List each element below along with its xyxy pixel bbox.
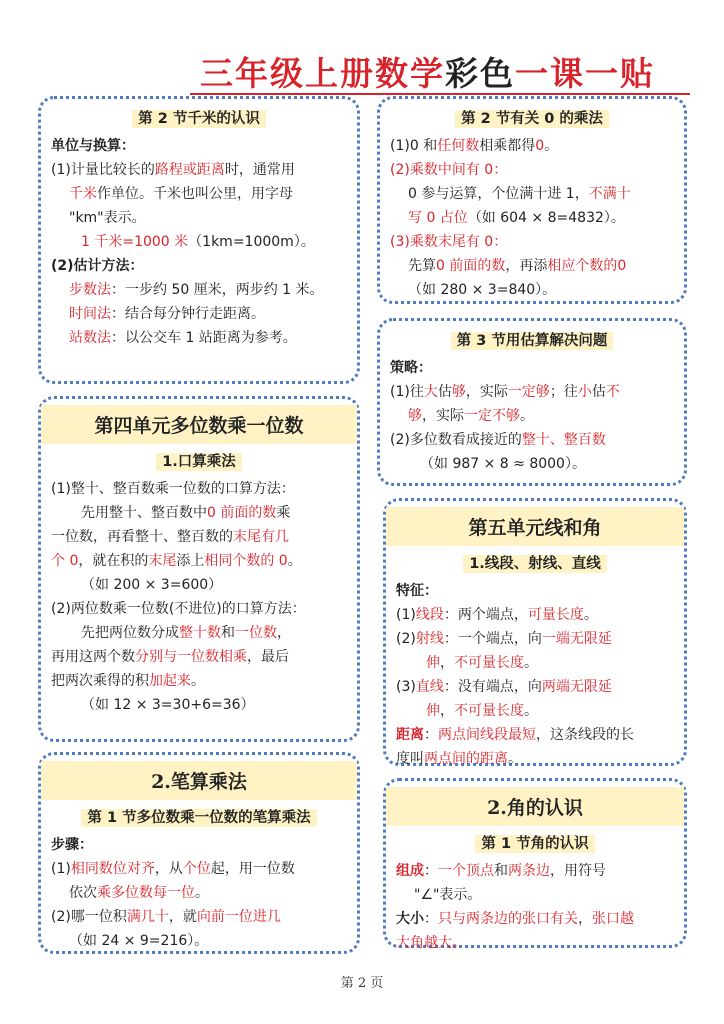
section-estimation xyxy=(377,318,687,486)
text-line: 伸，不可量长度。 xyxy=(426,703,538,719)
text-line: 步数法：一步约 50 厘米，两步约 1 米。 xyxy=(69,282,324,298)
example: （如 200 × 3=600） xyxy=(81,577,223,593)
subheading: 特征： xyxy=(396,583,438,599)
section-heading: 1.口算乘法 xyxy=(51,450,347,471)
text-line: 写 0 占位（如 604 × 8=4832）。 xyxy=(408,210,625,226)
section-heading: 第 3 节用估算解决问题 xyxy=(390,329,674,350)
example: （如 12 × 3=30+6=36） xyxy=(81,697,255,713)
text-line: (3)直线：没有端点，向两端无限延 xyxy=(396,679,612,695)
section-heading: 第 1 节多位数乘一位数的笔算乘法 xyxy=(51,806,347,827)
text-line: (2)两位数乘一位数(不进位)的口算方法： xyxy=(51,601,306,617)
section-zero-multiplication xyxy=(377,96,687,304)
example: （如 24 × 9=216）。 xyxy=(69,933,209,949)
text-line: 一位数，再看整十、整百数的末尾有几 xyxy=(51,529,289,545)
subheading: 步骤： xyxy=(51,837,93,853)
section-heading: 第 2 节有关 0 的乘法 xyxy=(390,107,674,128)
text-line: 站数法：以公交车 1 站距离为参考。 xyxy=(69,330,297,346)
unit-banner: 2.笔算乘法 xyxy=(41,761,357,800)
text-line: (1)往大估够，实际一定够；往小估不 xyxy=(390,384,620,400)
text-line: 组成：一个顶点和两条边，用符号 xyxy=(396,863,606,879)
text-line: (2)哪一位积满几十，就向前一位进几 xyxy=(51,909,281,925)
text-line: 把两次乘得的积加起来。 xyxy=(51,673,205,689)
subheading: 单位与换算： xyxy=(51,138,135,154)
text-line: (1)计量比较长的路程或距离时，通常用 xyxy=(51,162,295,178)
text-line: (1)整十、整百数乘一位数的口算方法： xyxy=(51,481,295,497)
text-line: 时间法：结合每分钟行走距离。 xyxy=(69,306,265,322)
text-line: (2)射线：一个端点，向一端无限延 xyxy=(396,631,612,647)
page-number: 第 2 页 xyxy=(340,976,384,991)
section-heading: 第 1 节角的认识 xyxy=(396,832,674,853)
subheading: 策略： xyxy=(390,360,432,376)
text-line: 伸，不可量长度。 xyxy=(426,655,538,671)
unit-banner: 第五单元线和角 xyxy=(386,507,684,546)
section-angles xyxy=(383,778,687,951)
section-written-multiplication xyxy=(38,752,360,954)
text-line: 先用整十、整百数中0 前面的数乘 xyxy=(81,505,291,521)
text-line: 先算0 前面的数，再添相应个数的0 xyxy=(408,258,627,274)
text-line: 距离：两点间线段最短，这条线段的长 xyxy=(396,727,634,743)
subheading: (2)估计方法： xyxy=(51,258,144,274)
text-line: (3)乘数末尾有 0： xyxy=(390,234,508,250)
section-heading: 第 2 节千米的认识 xyxy=(51,107,347,128)
example: （如 280 × 3=840）。 xyxy=(408,282,557,298)
text-line: 再用这两个数分别与一位数相乘，最后 xyxy=(51,649,289,665)
unit-banner: 2.角的认识 xyxy=(386,787,684,826)
text-line: (1)相同数位对齐，从个位起，用一位数 xyxy=(51,861,295,877)
text-line: 1 千米=1000 米（1km=1000m）。 xyxy=(81,234,315,250)
text-line: 大小：只与两条边的张口有关，张口越 xyxy=(396,911,634,927)
section-oral-multiplication xyxy=(38,396,360,742)
title-underline xyxy=(190,93,690,95)
text-line: "km"表示。 xyxy=(69,210,146,226)
text-line: (1)0 和任何数相乘都得0。 xyxy=(390,138,559,154)
unit-banner: 第四单元多位数乘一位数 xyxy=(41,405,357,444)
section-kilometer xyxy=(38,96,360,384)
text-line: 够，实际一定不够。 xyxy=(408,408,534,424)
text-line: 依次乘多位数每一位。 xyxy=(69,885,209,901)
page-title: 三年级上册数学彩色一课一贴 xyxy=(200,54,655,93)
text-line: 先把两位数分成整十数和一位数， xyxy=(81,625,291,641)
text-line: "∠"表示。 xyxy=(414,887,482,903)
text-line: (2)乘数中间有 0： xyxy=(390,162,508,178)
section-lines xyxy=(383,498,687,766)
example: （如 987 × 8 ≈ 8000）。 xyxy=(420,456,586,472)
section-heading: 1.线段、射线、直线 xyxy=(396,552,674,573)
text-line: 度叫两点间的距离。 xyxy=(396,751,522,767)
text-line: 大角越大。 xyxy=(396,935,466,951)
text-line: (2)多位数看成接近的整十、整百数 xyxy=(390,432,606,448)
text-line: 0 参与运算，个位满十进 1，不满十 xyxy=(408,186,631,202)
text-line: 个 0，就在积的末尾添上相同个数的 0。 xyxy=(51,553,302,569)
text-line: 千米作单位。千米也叫公里，用字母 xyxy=(69,186,293,202)
text-line: (1)线段：两个端点，可量长度。 xyxy=(396,607,598,623)
